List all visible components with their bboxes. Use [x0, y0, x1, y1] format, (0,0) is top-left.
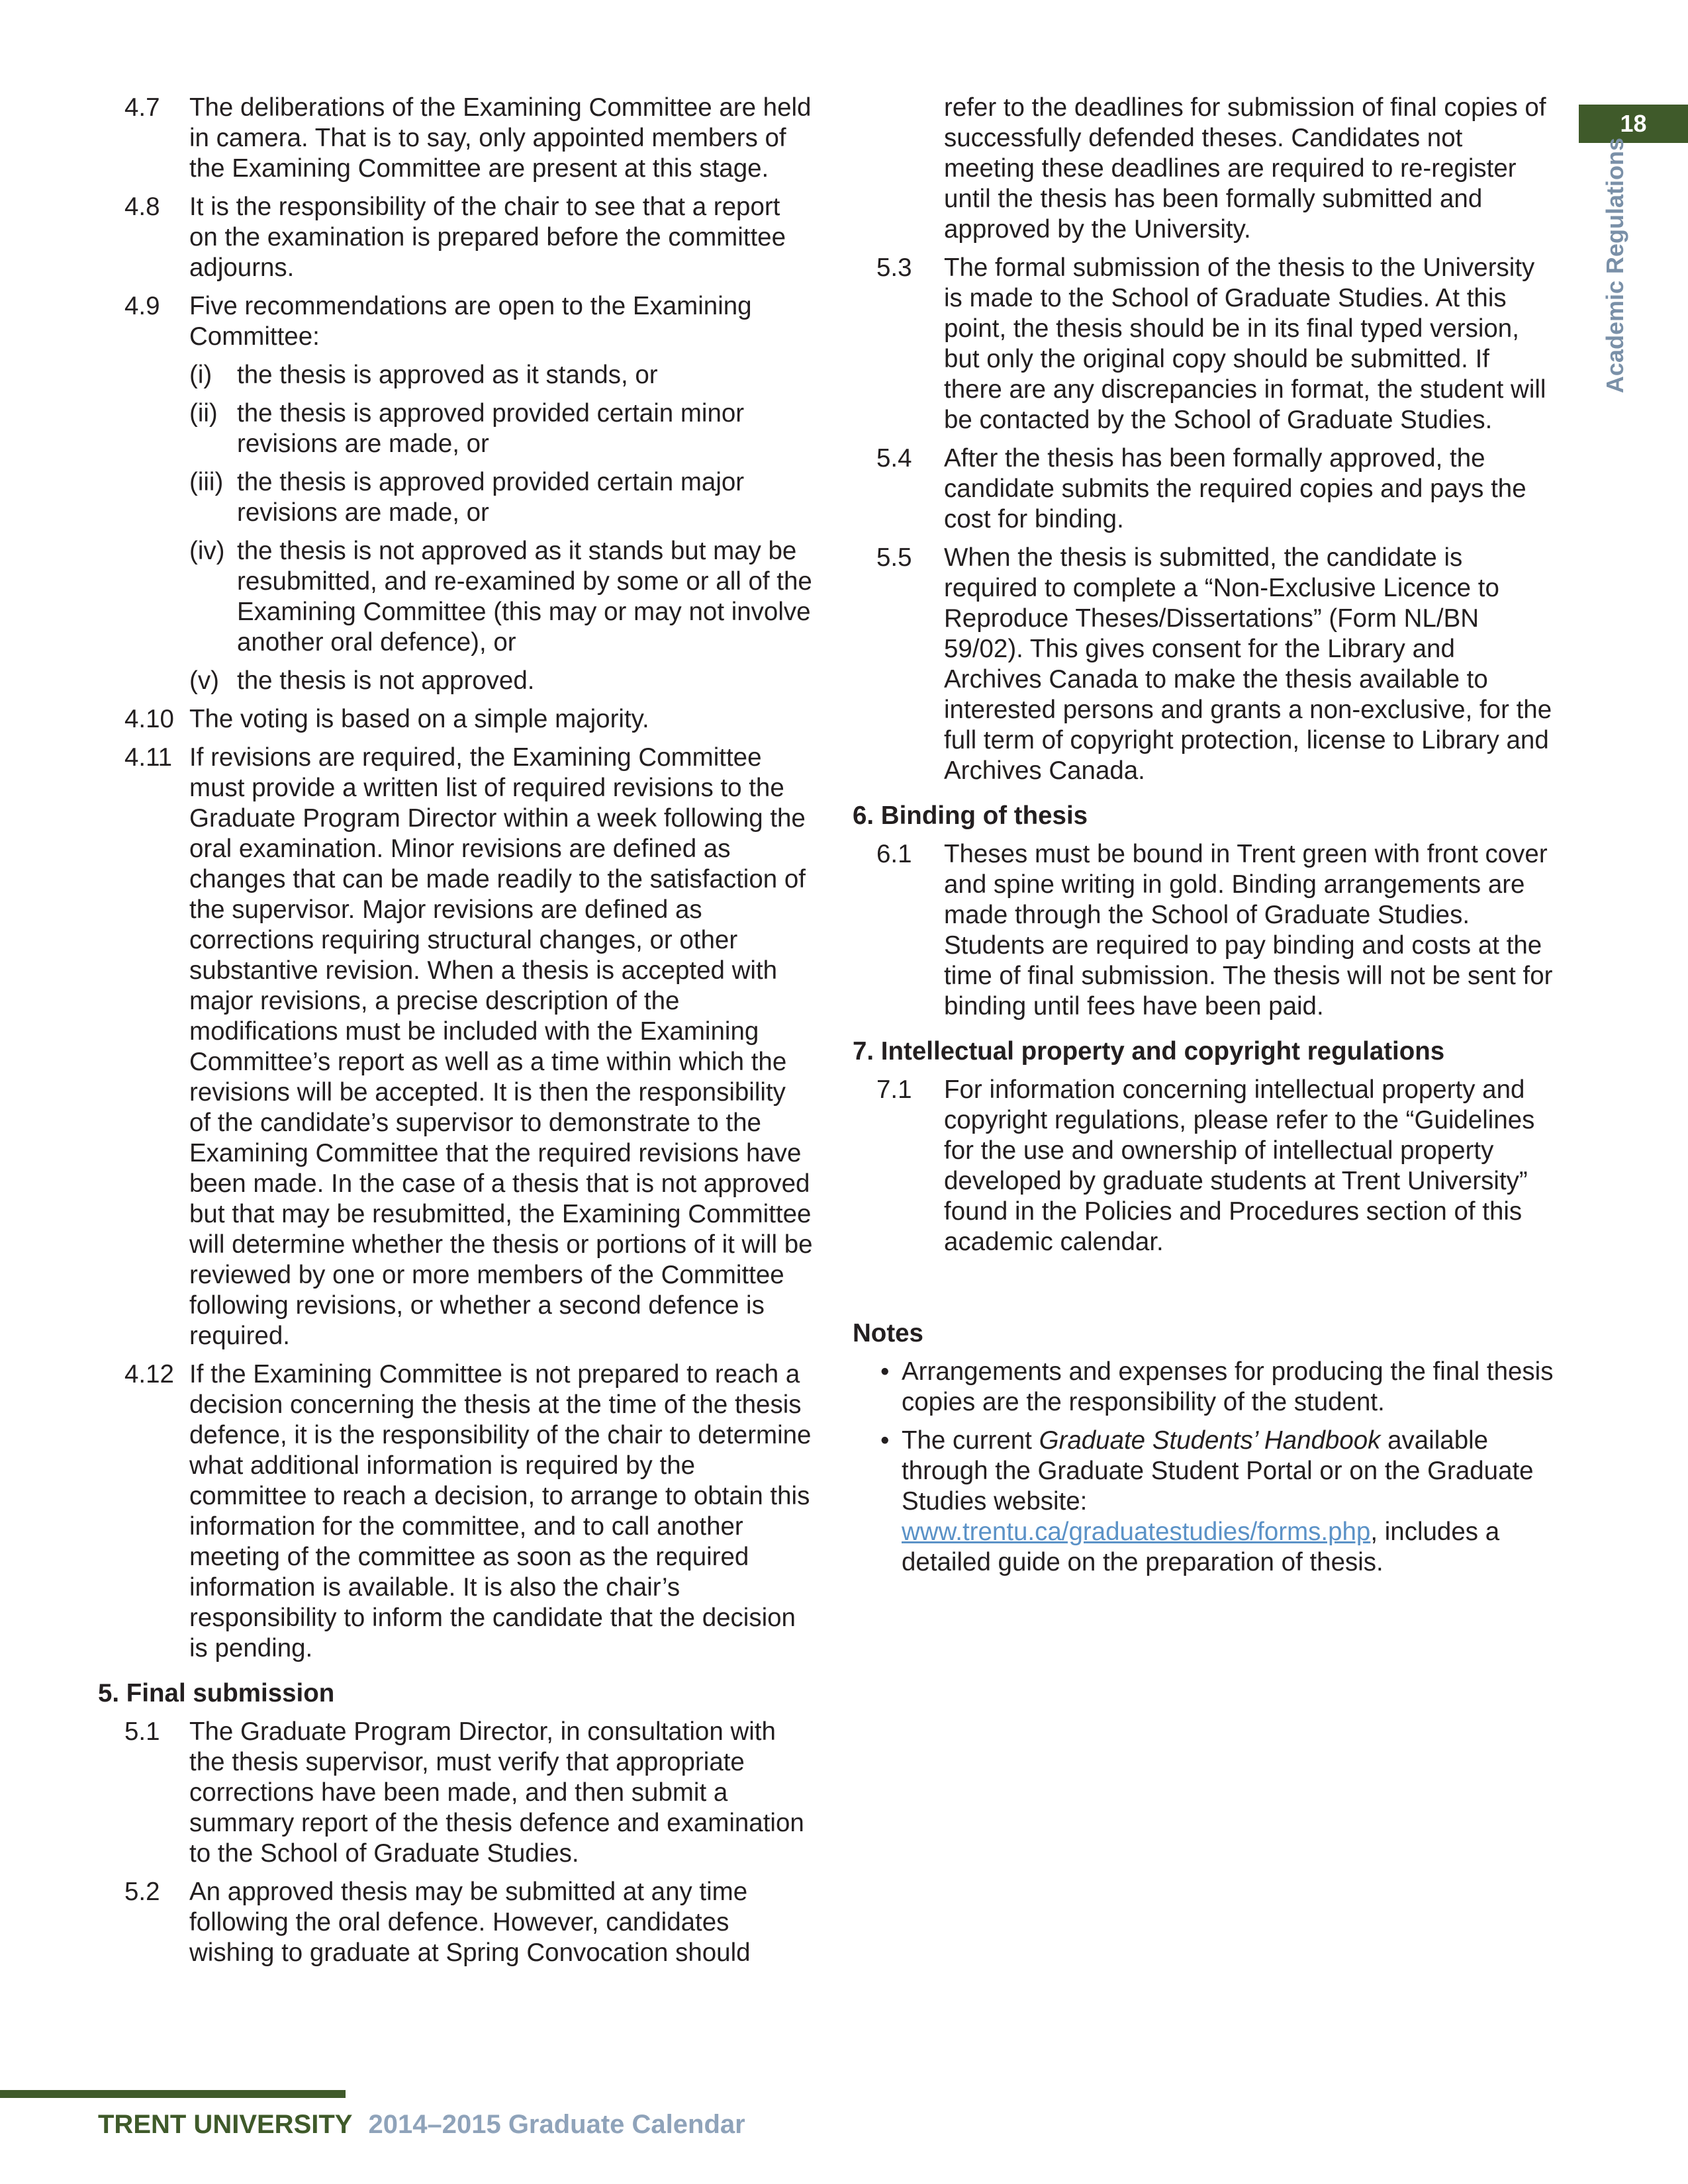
item-text: The formal submission of the thesis to the University is made to the School of Graduate Studies. At this point, the thesis should be in its final typed version, but only the original copy should be submitted. If there are any discrepancies in format, the student will be contacted by the School of Graduate Studies. [944, 253, 1546, 434]
item-5-2-continued [853, 93, 1554, 245]
item-number: 7.1 [876, 1075, 912, 1104]
left-column [98, 93, 813, 1976]
footer [98, 2110, 745, 2140]
sub-text: the thesis is approved provided certain major revisions are made, or [237, 468, 745, 527]
item-text: After the thesis has been formally approved, the candidate submits the required copies and pays the cost for binding. [944, 444, 1526, 533]
item-text: Five recommendations are open to the Examining Committee: [189, 292, 752, 351]
item-number: 4.8 [124, 193, 160, 221]
item-5-1 [98, 1717, 813, 1869]
recommendation-item [189, 467, 813, 528]
note-text-mid: available through the Graduate Student Portal or on the Graduate Studies website: [902, 1426, 1534, 1516]
handbook-title: Graduate Students’ Handbook [1039, 1426, 1381, 1455]
item-text: refer to the deadlines for submission of final copies of successfully defended theses. Candidates not meeting these deadlines are required to re-register until the thesis has been formally submitted and approved by the University. [944, 93, 1546, 244]
item-text: If revisions are required, the Examining Committee must provide a written list of required revisions to the Graduate Program Director within a week following the oral examination. Minor revisions are defined as changes that can be made readily to the satisfaction of the supervisor. Major revisions are defined as corrections requiring structural changes, or other substantive revision. When a thesis is accepted with major revisions, a precise description of the modifications must be included with the Examining Committee’s report as well as a time within which the revisions will be accepted. It is then the responsibility of the candidate’s supervisor to demonstrate to the Examining Committee that the required revisions have been made. In the case of a thesis that is not approved but that may be resubmitted, the Examining Committee will determine whether the thesis or portions of it will be reviewed by one or more members of the Committee following revisions, or whether a second defence is required. [189, 743, 813, 1350]
item-number: 5.4 [876, 444, 912, 473]
item-number: 5.1 [124, 1717, 160, 1746]
item-4-8 [98, 192, 813, 283]
sub-text: the thesis is not approved as it stands but may be resubmitted, and re-examined by some or all of the Examining Committee (this may or may not involve another oral defence), or [237, 537, 812, 657]
item-text: For information concerning intellectual property and copyright regulations, please refer to the “Guidelines for the use and ownership of intellectual property developed by graduate students at Trent University” found in the Policies and Procedures section of this academic calendar. [944, 1075, 1535, 1256]
item-7-1 [853, 1075, 1554, 1257]
sub-text: the thesis is approved provided certain minor revisions are made, or [237, 399, 745, 458]
item-number: 6.1 [876, 840, 912, 868]
sub-number: (iii) [189, 468, 224, 496]
item-number: 5.2 [124, 1878, 160, 1906]
item-number: 4.10 [124, 705, 174, 733]
item-text: The voting is based on a simple majority. [189, 705, 649, 733]
sub-number: (ii) [189, 399, 218, 428]
item-text: The Graduate Program Director, in consultation with the thesis supervisor, must verify that appropriate corrections have been made, and then submit a summary report of the thesis defence and examination to the School of Graduate Studies. [189, 1717, 804, 1868]
recommendation-item [189, 666, 813, 696]
item-5-5 [853, 543, 1554, 786]
section-heading-final-submission: 5. Final submission [98, 1679, 335, 1707]
right-column [853, 93, 1554, 1586]
sub-number: (v) [189, 666, 219, 695]
footer-calendar: 2014–2015 Graduate Calendar [368, 2110, 745, 2139]
item-number: 5.5 [876, 543, 912, 572]
sub-text: the thesis is not approved. [237, 666, 535, 695]
notes-heading: Notes [853, 1319, 923, 1347]
note-item [853, 1357, 1554, 1418]
bullet-icon: • [880, 1426, 890, 1455]
recommendation-item [189, 360, 813, 390]
recommendation-item [189, 398, 813, 459]
item-text: It is the responsibility of the chair to see that a report on the examination is prepared before the committee adjourns. [189, 193, 786, 282]
item-number: 4.12 [124, 1360, 174, 1388]
recommendations-list [189, 360, 813, 696]
footer-rule [0, 2090, 346, 2098]
item-number: 4.11 [124, 743, 173, 772]
item-4-7 [98, 93, 813, 184]
recommendation-item [189, 536, 813, 658]
section-side-tab: Academic Regulations [1601, 137, 1628, 394]
item-number: 5.3 [876, 253, 912, 282]
item-5-4 [853, 443, 1554, 535]
item-4-9 [98, 291, 813, 696]
sub-number: (iv) [189, 537, 225, 565]
item-text: The deliberations of the Examining Committee are held in camera. That is to say, only appointed members of the Examining Committee are present at this stage. [189, 93, 812, 183]
note-text-post: , includes a detailed guide on the preparation of thesis. [902, 1518, 1500, 1576]
section-heading-intellectual-property: 7. Intellectual property and copyright regulations [853, 1037, 1445, 1066]
forms-link[interactable]: www.trentu.ca/graduatestudies/forms.php [902, 1518, 1371, 1546]
sub-text: the thesis is approved as it stands, or [237, 361, 658, 389]
item-5-2 [98, 1877, 813, 1968]
item-4-12 [98, 1359, 813, 1664]
item-text: If the Examining Committee is not prepared to reach a decision concerning the thesis at the time of the thesis defence, it is the responsibility of the chair to determine what additional information is required by the committee to reach a decision, to arrange to obtain this information for the committee, and to call another meeting of the committee as soon as the required information is available. It is also the chair’s responsibility to inform the candidate that the decision is pending. [189, 1360, 812, 1662]
note-item [853, 1426, 1554, 1578]
page-number-badge: 18 [1579, 105, 1688, 143]
note-text: Arrangements and expenses for producing the final thesis copies are the responsibility of the student. [902, 1357, 1554, 1416]
item-5-3 [853, 253, 1554, 435]
item-text: Theses must be bound in Trent green with front cover and spine writing in gold. Binding arrangements are made through the School of Graduate Studies. Students are required to pay binding and costs at the time of final submission. The thesis will not be sent for binding until fees have been paid. [944, 840, 1553, 1021]
item-text: When the thesis is submitted, the candidate is required to complete a “Non-Exclusive Licence to Reproduce Theses/Dissertations” (Form NL/BN 59/02). This gives consent for the Library and Archives Canada to make the thesis available to interested persons and grants a non-exclusive, for the full term of copyright protection, license to Library and Archives Canada. [944, 543, 1552, 785]
item-6-1 [853, 839, 1554, 1022]
bullet-icon: • [880, 1357, 890, 1386]
item-4-10 [98, 704, 813, 735]
footer-university: TRENT UNIVERSITY [98, 2110, 353, 2139]
note-text-pre: The current [902, 1426, 1039, 1455]
item-4-11 [98, 743, 813, 1351]
item-number: 4.9 [124, 292, 160, 320]
section-heading-binding: 6. Binding of thesis [853, 801, 1088, 830]
item-text: An approved thesis may be submitted at any time following the oral defence. However, candidates wishing to graduate at Spring Convocation should [189, 1878, 751, 1967]
sub-number: (i) [189, 361, 212, 389]
item-number: 4.7 [124, 93, 160, 122]
